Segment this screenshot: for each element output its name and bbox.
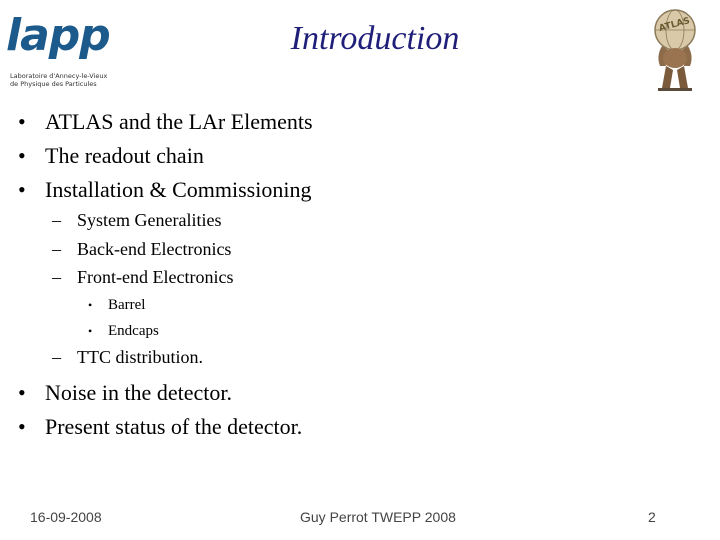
sub-bullet-marker: – [52,210,61,230]
bullet-item [18,143,204,169]
bullet-marker: • [18,414,26,439]
sub-bullet-item [52,346,203,368]
atlas-logo-text: ATLAS [657,16,692,34]
slide-title: Introduction [290,20,460,57]
sub-bullet-text: Back-end Electronics [77,239,232,259]
bullet-text: Installation & Commissioning [45,177,312,202]
bullet-item [18,109,313,135]
footer-author: Guy Perrot TWEPP 2008 [300,509,456,525]
lapp-logo-subtitle-line1: Laboratoire d'Annecy-le-Vieux [10,72,108,80]
sub-bullet-text: TTC distribution. [77,347,203,367]
sub-sub-bullet-marker: • [88,298,93,312]
bullet-item [18,414,302,440]
bullet-text: Noise in the detector. [45,380,232,405]
sub-sub-bullet-text: Barrel [108,297,146,313]
sub-sub-bullet-marker: • [88,324,93,338]
bullet-marker: • [18,109,26,134]
footer-page-number: 2 [648,509,656,525]
lapp-logo-text: lapp [6,10,110,61]
sub-bullet-item [52,238,231,260]
sub-sub-bullet-item [88,296,145,314]
bullet-marker: • [18,380,26,405]
sub-bullet-marker: – [52,239,61,259]
sub-bullet-item [52,266,233,288]
bullet-marker: • [18,143,26,168]
lapp-logo [6,10,118,90]
sub-sub-bullet-text: Endcaps [108,323,159,339]
bullet-text: Present status of the detector. [45,414,303,439]
atlas-logo [640,6,710,92]
sub-bullet-marker: – [52,267,61,287]
bullet-item [18,380,232,406]
sub-bullet-text: Front-end Electronics [77,267,234,287]
sub-bullet-item [52,209,221,231]
bullet-marker: • [18,177,26,202]
lapp-logo-subtitle [10,72,118,88]
sub-bullet-text: System Generalities [77,210,222,230]
lapp-logo-subtitle-line2: de Physique des Particules [10,80,97,88]
sub-sub-bullet-item [88,322,159,340]
footer-date: 16-09-2008 [30,509,102,525]
sub-bullet-marker: – [52,347,61,367]
bullet-text: ATLAS and the LAr Elements [45,109,313,134]
bullet-item [18,177,311,203]
bullet-text: The readout chain [45,143,204,168]
